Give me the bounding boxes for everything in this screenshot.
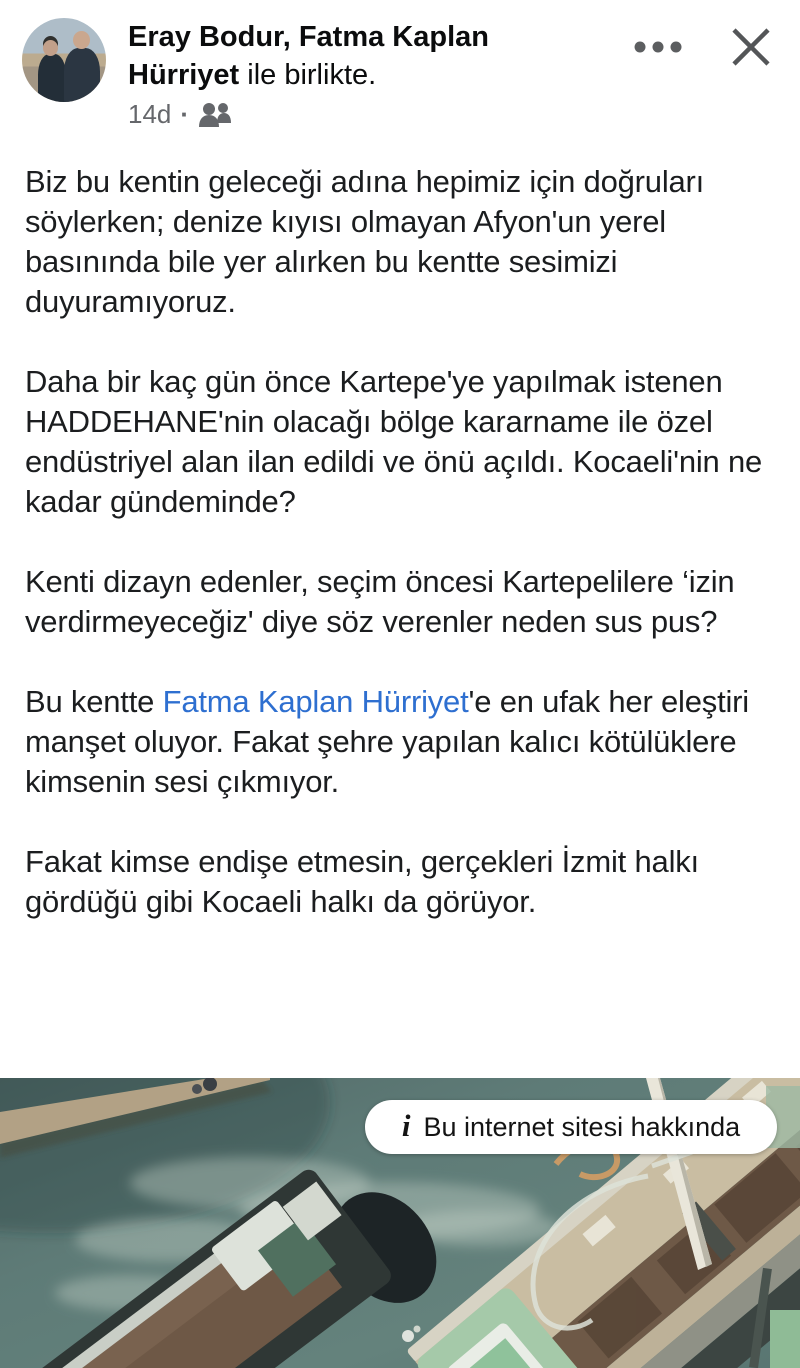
avatar[interactable]	[22, 18, 106, 102]
post-paragraph	[25, 682, 777, 802]
close-button[interactable]	[724, 20, 778, 74]
post-header	[0, 0, 800, 150]
post-image[interactable]	[0, 1078, 800, 1368]
post-paragraph: Fakat kimse endişe etmesin, gerçekleri İzmit halkı gördüğü gibi Kocaeli halkı da görüyor.	[25, 844, 699, 919]
ellipsis-icon	[632, 47, 684, 62]
more-options-button[interactable]	[626, 29, 690, 65]
site-info-label: Bu internet sitesi hakkında	[423, 1111, 741, 1142]
friends-icon	[198, 101, 232, 129]
header-actions	[626, 20, 778, 74]
paragraph-text: Bu kentte	[25, 684, 163, 719]
profile-link[interactable]: Fatma Kaplan Hürriyet	[162, 684, 469, 719]
post-title	[128, 18, 606, 94]
site-info-button[interactable]	[365, 1100, 777, 1154]
post-paragraph: Daha bir kaç gün önce Kartepe'ye yapılmak istenen HADDEHANE'nin olacağı bölge kararname ile özel endüstriyel alan ilan edildi ve önü açıldı. Kocaeli'nin ne kadar gündeminde?	[25, 364, 763, 519]
meta-separator: ·	[180, 99, 190, 129]
post-body	[0, 150, 800, 922]
paragraph-text: 'e en ufak her eleştiri manşet oluyor. Fakat şehre yapılan kalıcı kötülüklere kimsenin sesi çıkmıyor.	[25, 684, 749, 799]
info-icon: i	[401, 1107, 411, 1143]
author-names[interactable]: Eray Bodur, Fatma Kaplan Hürriyet	[128, 21, 489, 91]
post-paragraph: Kenti dizayn edenler, seçim öncesi Kartepelilere ‘izin verdirmeyeceğiz' diye söz verenler neden sus pus?	[25, 564, 735, 639]
timestamp[interactable]: 14d	[128, 99, 172, 129]
title-suffix: ile birlikte.	[239, 59, 377, 91]
post-meta	[128, 99, 778, 130]
post-paragraph: Biz bu kentin geleceği adına hepimiz için doğruları söylerken; denize kıyısı olmayan Afyon'un yerel basınında bile yer alırken bu kentte sesimizi duyuramıyoruz.	[25, 164, 705, 319]
close-icon	[730, 56, 772, 71]
avatar-photo	[38, 54, 66, 102]
